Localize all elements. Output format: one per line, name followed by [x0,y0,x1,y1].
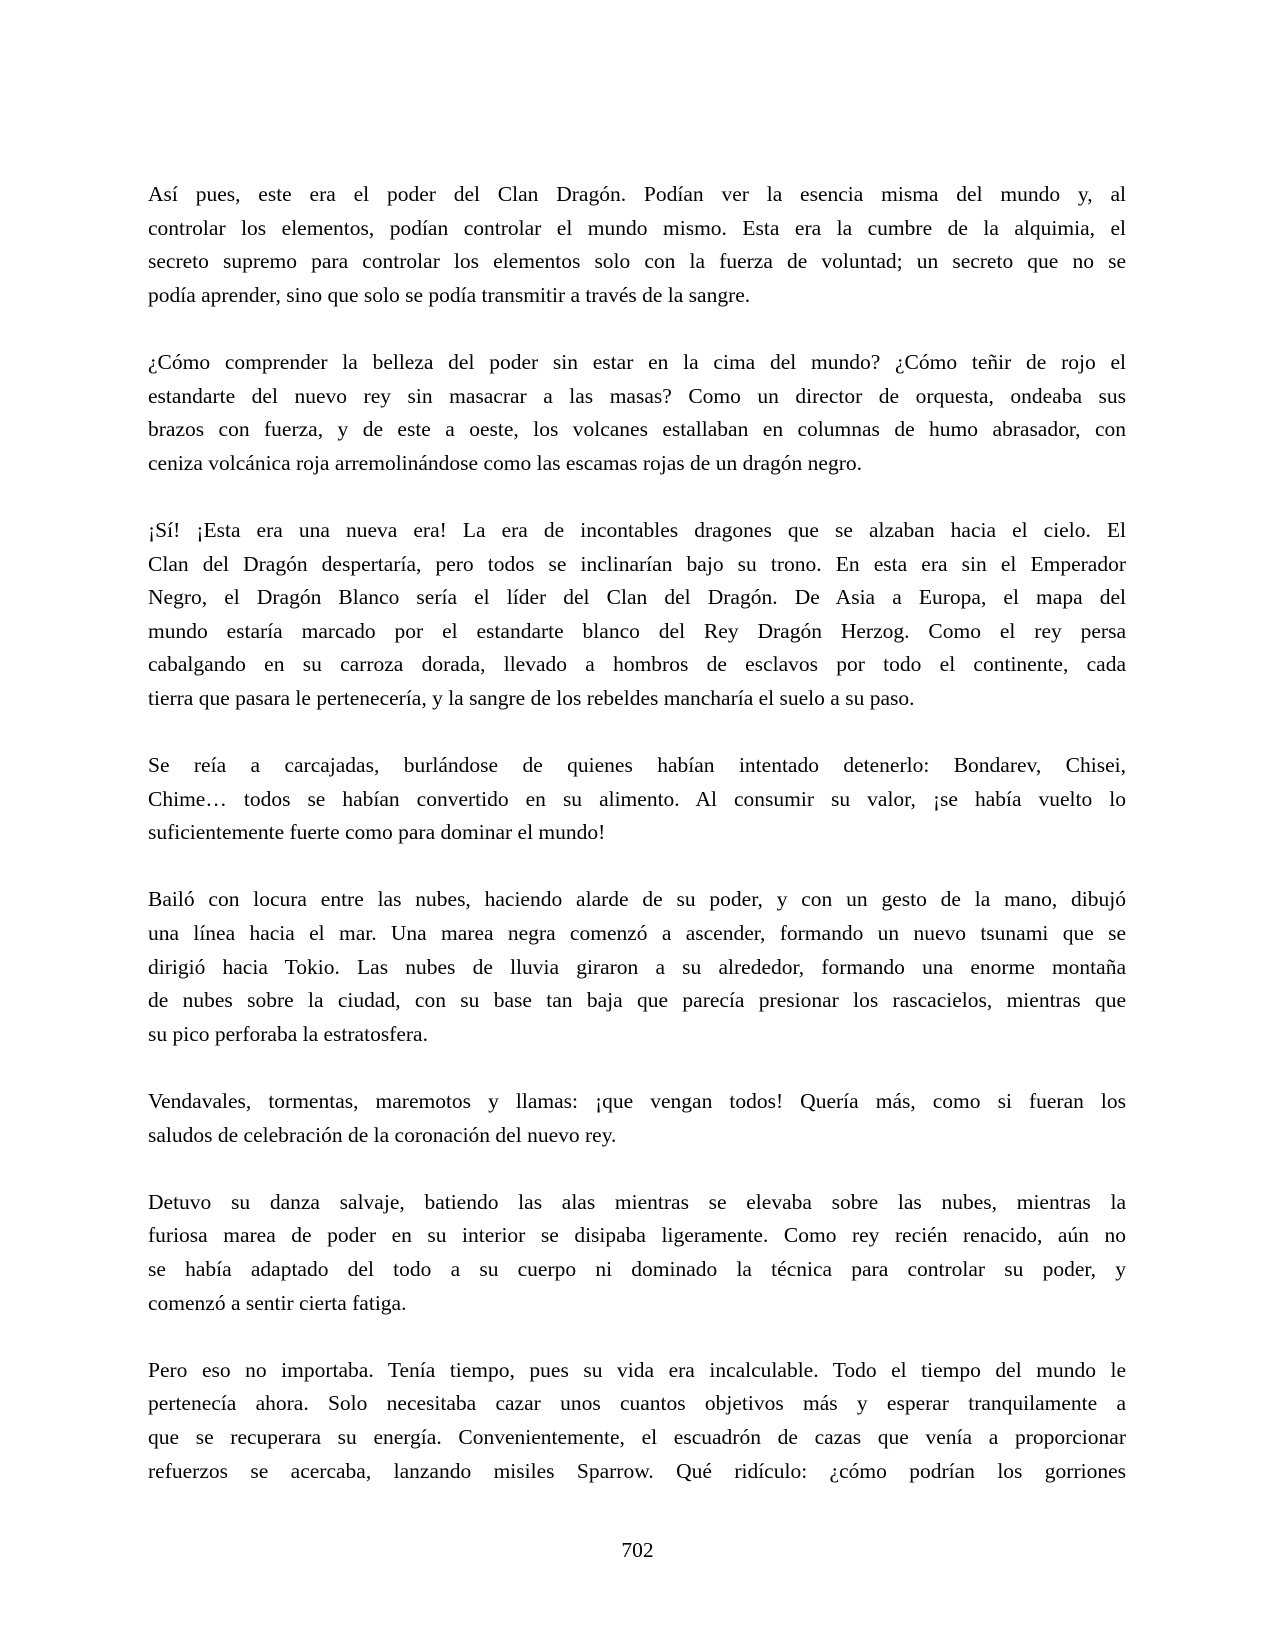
text-line: brazos con fuerza, y de este a oeste, los volcanes estallaban en columnas de humo abrasador, con [148,417,1126,442]
paragraph [148,1085,1126,1152]
paragraph [148,1186,1126,1320]
paragraph [148,1354,1126,1488]
text-line: dirigió hacia Tokio. Las nubes de lluvia giraron a su alrededor, formando una enorme montaña [148,954,1126,979]
paragraph [148,178,1126,312]
paragraph [148,514,1126,716]
text-line: Negro, el Dragón Blanco sería el líder del Clan del Dragón. De Asia a Europa, el mapa del [148,585,1126,610]
text-line: controlar los elementos, podían controlar el mundo mismo. Esta era la cumbre de la alquimia, el [148,215,1126,240]
page-footer [0,1537,1275,1563]
text-line: Detuvo su danza salvaje, batiendo las alas mientras se elevaba sobre las nubes, mientras la [148,1189,1126,1214]
text-line: se había adaptado del todo a su cuerpo ni dominado la técnica para controlar su poder, y [148,1257,1126,1281]
text-line: Se reía a carcajadas, burlándose de quienes habían intentado detenerlo: Bondarev, Chisei, [148,753,1126,778]
text-line: suficientemente fuerte como para dominar el mundo! [148,820,606,845]
text-line: saludos de celebración de la coronación del nuevo rey. [148,1122,617,1147]
text-line: Bailó con locura entre las nubes, haciendo alarde de su poder, y con un gesto de la mano, dibujó [148,887,1126,912]
text-line: cabalgando en su carroza dorada, llevado a hombros de esclavos por todo el continente, cada [148,652,1126,677]
text-line: tierra que pasara le pertenecería, y la sangre de los rebeldes mancharía el suelo a su paso. [148,685,915,710]
text-line: secreto supremo para controlar los elementos solo con la fuerza de voluntad; un secreto que no se [148,249,1126,274]
text-line: pertenecía ahora. Solo necesitaba cazar unos cuantos objetivos más y esperar tranquilamente a [148,1391,1126,1416]
paragraph [148,883,1126,1051]
paragraph [148,749,1126,850]
text-line: refuerzos se acercaba, lanzando misiles Sparrow. Qué ridículo: ¿cómo podrían los gorriones [148,1458,1126,1483]
page-number: 702 [621,1538,654,1562]
text-line: mundo estaría marcado por el estandarte blanco del Rey Dragón Herzog. Como el rey persa [148,618,1126,643]
text-line: Pero eso no importaba. Tenía tiempo, pues su vida era incalculable. Todo el tiempo del mundo le [148,1357,1126,1382]
text-line: su pico perforaba la estratosfera. [148,1021,428,1046]
text-line: Así pues, este era el poder del Clan Dragón. Podían ver la esencia misma del mundo y, al [148,182,1126,206]
text-line: estandarte del nuevo rey sin masacrar a las masas? Como un director de orquesta, ondeaba sus [148,383,1126,408]
text-line: de nubes sobre la ciudad, con su base tan baja que parecía presionar los rascacielos, mientras que [148,988,1126,1013]
text-line: comenzó a sentir cierta fatiga. [148,1290,407,1315]
text-line: Vendavales, tormentas, maremotos y llamas: ¡que vengan todos! Quería más, como si fueran los [148,1089,1126,1114]
text-line: ¡Sí! ¡Esta era una nueva era! La era de incontables dragones que se alzaban hacia el cielo. El [148,517,1126,542]
text-line: Chime… todos se habían convertido en su alimento. Al consumir su valor, ¡se había vuelto lo [148,786,1126,811]
text-line: furiosa marea de poder en su interior se disipaba ligeramente. Como rey recién renacido, aún no [148,1223,1126,1248]
text-line: ceniza volcánica roja arremolinándose como las escamas rojas de un dragón negro. [148,450,862,475]
text-line: que se recuperara su energía. Convenientemente, el escuadrón de cazas que venía a proporcionar [148,1424,1126,1449]
text-line: ¿Cómo comprender la belleza del poder sin estar en la cima del mundo? ¿Cómo teñir de rojo el [148,349,1126,374]
paragraph [148,346,1126,480]
text-line: Clan del Dragón despertaría, pero todos se inclinarían bajo su trono. En esta era sin el Emperador [148,551,1126,576]
text-line: una línea hacia el mar. Una marea negra comenzó a ascender, formando un nuevo tsunami que se [148,921,1126,946]
text-line: podía aprender, sino que solo se podía transmitir a través de la sangre. [148,282,751,307]
page-text-block [148,178,1126,1522]
